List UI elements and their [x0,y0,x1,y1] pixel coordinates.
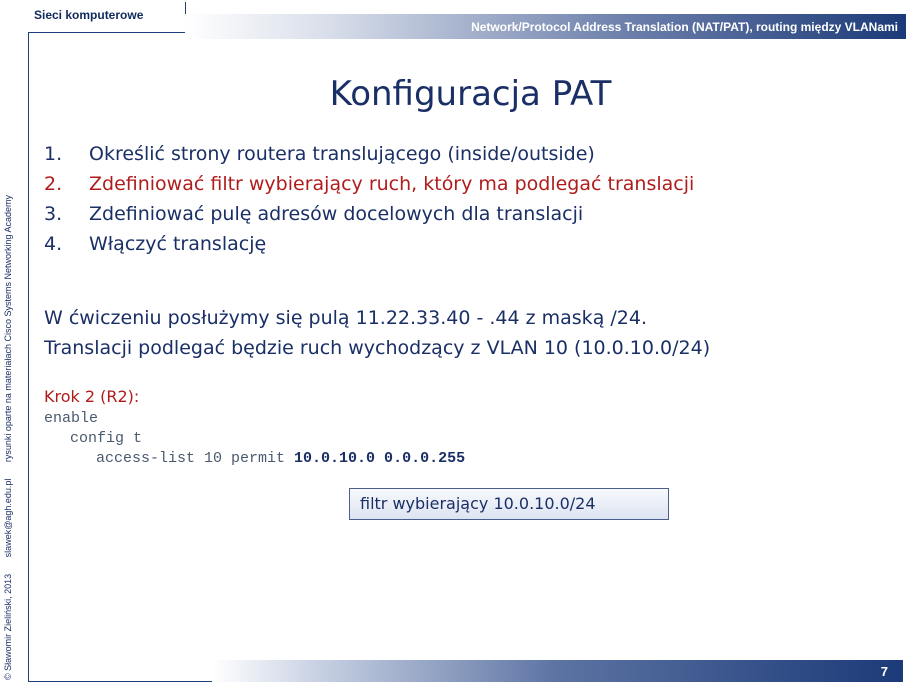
course-label: Sieci komputerowe [34,8,144,22]
header-course-box [28,2,186,33]
step-number: 3. [44,203,63,225]
step-item-highlighted [44,172,694,202]
step-number: 2. [44,173,63,195]
footer-rule [28,681,212,682]
left-rule [28,32,29,682]
slide-title: Konfiguracja PAT [329,74,612,114]
steps-list [44,142,694,262]
description-line-1: W ćwiczeniu posłużymy się pulą 11.22.33.40 - .44 z maską /24. [44,307,647,329]
step-item [44,142,694,172]
code-line-3-prefix: access-list 10 permit [96,450,295,467]
step-text: Określić strony routera translującego (inside/outside) [89,143,595,165]
code-line-1: enable [44,410,99,427]
footer-bar [212,660,902,682]
step-text: Zdefiniować pulę adresów docelowych dla translacji [89,203,584,225]
step-number: 4. [44,233,63,255]
callout-box: filtr wybierający 10.0.10.0/24 [349,488,669,520]
corner-mark [902,660,907,682]
email-text: slawek@agh.edu.pl [3,478,13,558]
code-line-3-addresses: 10.0.10.0 0.0.0.255 [294,450,466,467]
topic-title: Network/Protocol Address Translation (NAT/PAT), routing między VLANami [471,20,898,34]
step-number: 1. [44,143,63,165]
copyright-text: © Sławomir Zieliński, 2013 [3,573,13,680]
description-line-2: Translacji podlegać będzie ruch wychodzący z VLAN 10 (10.0.10.0/24) [44,337,711,359]
exercise-description [44,303,710,363]
page-number: 7 [880,664,888,679]
side-credit [3,40,21,680]
step-text: Zdefiniować filtr wybierający ruch, który ma podlegać translacji [89,173,695,195]
step-item [44,202,694,232]
step-text: Włączyć translację [89,233,267,255]
code-block [44,409,465,469]
step-item [44,232,694,262]
header-bar [185,14,906,39]
code-line-2: config t [70,430,143,447]
credit-text: rysunki oparte na materiałach Cisco Systems Networking Academy [3,195,13,463]
step-label: Krok 2 (R2): [44,387,140,406]
code-line-3 [44,449,465,469]
